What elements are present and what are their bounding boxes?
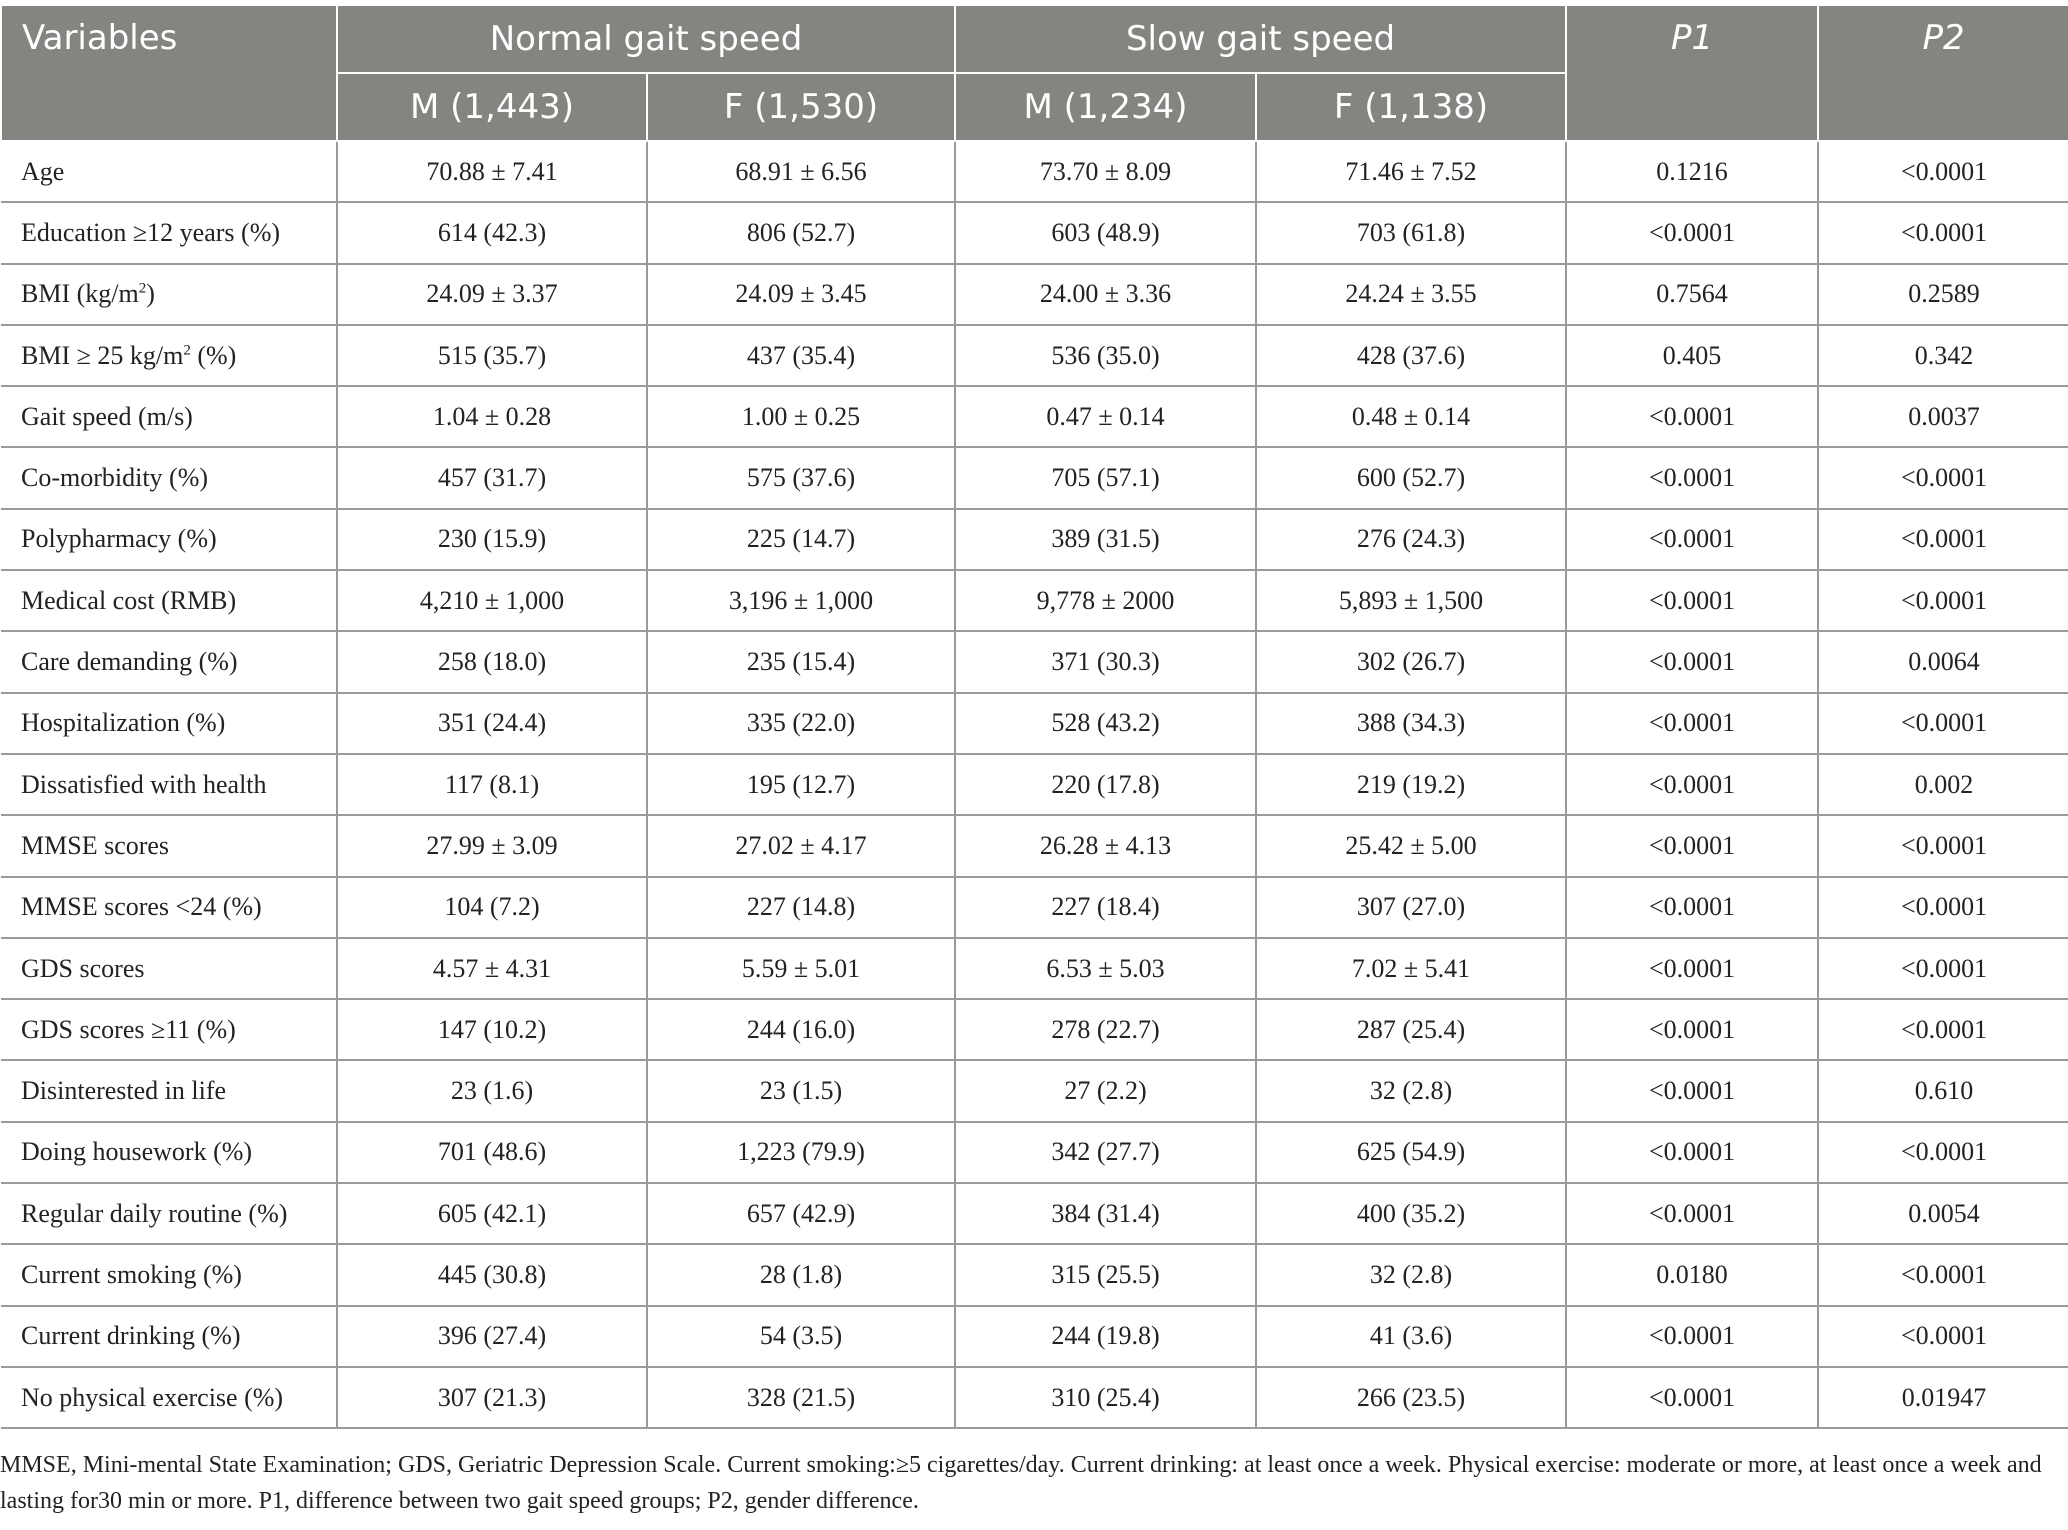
p2-cell: <0.0001 — [1818, 141, 2068, 202]
header-p2: P2 — [1818, 5, 2068, 141]
normal-male-cell: 117 (8.1) — [337, 754, 647, 815]
slow-male-cell: 9,778 ± 2000 — [955, 570, 1256, 631]
normal-male-cell: 104 (7.2) — [337, 877, 647, 938]
p1-cell: <0.0001 — [1566, 1183, 1818, 1244]
slow-female-cell: 219 (19.2) — [1256, 754, 1566, 815]
variable-label — [1, 264, 337, 325]
normal-female-cell: 575 (37.6) — [647, 447, 955, 508]
slow-female-cell: 5,893 ± 1,500 — [1256, 570, 1566, 631]
superscript: 2 — [183, 341, 191, 358]
p2-cell: <0.0001 — [1818, 877, 2068, 938]
p2-cell: 0.2589 — [1818, 264, 2068, 325]
normal-female-cell: 235 (15.4) — [647, 631, 955, 692]
slow-male-cell: 278 (22.7) — [955, 999, 1256, 1060]
variable-label: GDS scores ≥11 (%) — [1, 999, 337, 1060]
p1-cell: <0.0001 — [1566, 202, 1818, 263]
slow-male-cell: 389 (31.5) — [955, 509, 1256, 570]
p1-cell: <0.0001 — [1566, 570, 1818, 631]
normal-male-cell: 515 (35.7) — [337, 325, 647, 386]
normal-female-cell: 27.02 ± 4.17 — [647, 815, 955, 876]
slow-male-cell: 26.28 ± 4.13 — [955, 815, 1256, 876]
normal-female-cell: 227 (14.8) — [647, 877, 955, 938]
normal-male-cell: 24.09 ± 3.37 — [337, 264, 647, 325]
p1-cell: <0.0001 — [1566, 1122, 1818, 1183]
normal-male-cell: 1.04 ± 0.28 — [337, 386, 647, 447]
slow-male-cell: 27 (2.2) — [955, 1060, 1256, 1121]
normal-male-cell: 23 (1.6) — [337, 1060, 647, 1121]
variable-label: Co-morbidity (%) — [1, 447, 337, 508]
p1-cell: <0.0001 — [1566, 386, 1818, 447]
slow-female-cell: 25.42 ± 5.00 — [1256, 815, 1566, 876]
p1-cell: <0.0001 — [1566, 447, 1818, 508]
table-row — [1, 631, 2068, 692]
variable-label: Current smoking (%) — [1, 1244, 337, 1305]
normal-female-cell: 54 (3.5) — [647, 1306, 955, 1367]
normal-male-cell: 27.99 ± 3.09 — [337, 815, 647, 876]
normal-female-cell: 335 (22.0) — [647, 693, 955, 754]
variable-label: Polypharmacy (%) — [1, 509, 337, 570]
p2-cell: <0.0001 — [1818, 447, 2068, 508]
table-row — [1, 1244, 2068, 1305]
table-row — [1, 386, 2068, 447]
table-row — [1, 325, 2068, 386]
normal-female-cell: 1.00 ± 0.25 — [647, 386, 955, 447]
table-body — [1, 141, 2068, 1428]
normal-male-cell: 307 (21.3) — [337, 1367, 647, 1428]
normal-female-cell: 68.91 ± 6.56 — [647, 141, 955, 202]
table-row — [1, 1122, 2068, 1183]
normal-male-cell: 70.88 ± 7.41 — [337, 141, 647, 202]
normal-female-cell: 28 (1.8) — [647, 1244, 955, 1305]
slow-male-cell: 6.53 ± 5.03 — [955, 938, 1256, 999]
slow-female-cell: 703 (61.8) — [1256, 202, 1566, 263]
variable-label-suffix: ) — [146, 279, 155, 309]
slow-male-cell: 0.47 ± 0.14 — [955, 386, 1256, 447]
normal-female-cell: 244 (16.0) — [647, 999, 955, 1060]
variable-label: Disinterested in life — [1, 1060, 337, 1121]
table-row — [1, 509, 2068, 570]
p1-cell: <0.0001 — [1566, 631, 1818, 692]
p1-cell: <0.0001 — [1566, 1367, 1818, 1428]
normal-male-cell: 701 (48.6) — [337, 1122, 647, 1183]
superscript: 2 — [138, 280, 147, 297]
table-row — [1, 1060, 2068, 1121]
slow-male-cell: 315 (25.5) — [955, 1244, 1256, 1305]
slow-male-cell: 384 (31.4) — [955, 1183, 1256, 1244]
slow-female-cell: 276 (24.3) — [1256, 509, 1566, 570]
table-row — [1, 202, 2068, 263]
table-row — [1, 693, 2068, 754]
variable-label: Regular daily routine (%) — [1, 1183, 337, 1244]
slow-female-cell: 302 (26.7) — [1256, 631, 1566, 692]
p2-cell: 0.0054 — [1818, 1183, 2068, 1244]
variable-label: MMSE scores — [1, 815, 337, 876]
variable-label-text: BMI ≥ 25 kg/m — [21, 340, 184, 370]
normal-female-cell: 225 (14.7) — [647, 509, 955, 570]
p1-cell: <0.0001 — [1566, 1060, 1818, 1121]
variable-label: MMSE scores <24 (%) — [1, 877, 337, 938]
normal-female-cell: 1,223 (79.9) — [647, 1122, 955, 1183]
p2-cell: <0.0001 — [1818, 999, 2068, 1060]
p1-cell: <0.0001 — [1566, 877, 1818, 938]
table-row — [1, 447, 2068, 508]
header-normal-female: F (1,530) — [647, 73, 955, 141]
slow-male-cell: 342 (27.7) — [955, 1122, 1256, 1183]
slow-female-cell: 625 (54.9) — [1256, 1122, 1566, 1183]
header-normal-gait-speed: Normal gait speed — [337, 5, 955, 73]
slow-female-cell: 41 (3.6) — [1256, 1306, 1566, 1367]
p1-cell: <0.0001 — [1566, 754, 1818, 815]
table-row — [1, 999, 2068, 1060]
table-row — [1, 1306, 2068, 1367]
p2-cell: 0.342 — [1818, 325, 2068, 386]
slow-female-cell: 32 (2.8) — [1256, 1244, 1566, 1305]
variable-label-text: BMI (kg/m — [21, 279, 139, 309]
slow-male-cell: 603 (48.9) — [955, 202, 1256, 263]
header-variables: Variables — [1, 5, 337, 141]
variable-label: Care demanding (%) — [1, 631, 337, 692]
header-slow-female: F (1,138) — [1256, 73, 1566, 141]
slow-male-cell: 371 (30.3) — [955, 631, 1256, 692]
slow-female-cell: 266 (23.5) — [1256, 1367, 1566, 1428]
normal-male-cell: 230 (15.9) — [337, 509, 647, 570]
p2-cell: <0.0001 — [1818, 1122, 2068, 1183]
header-p1: P1 — [1566, 5, 1818, 141]
p2-cell: <0.0001 — [1818, 693, 2068, 754]
variable-label: No physical exercise (%) — [1, 1367, 337, 1428]
normal-male-cell: 351 (24.4) — [337, 693, 647, 754]
p1-cell: <0.0001 — [1566, 938, 1818, 999]
variable-label: Dissatisfied with health — [1, 754, 337, 815]
normal-male-cell: 605 (42.1) — [337, 1183, 647, 1244]
p2-cell: <0.0001 — [1818, 509, 2068, 570]
normal-female-cell: 806 (52.7) — [647, 202, 955, 263]
p1-cell: <0.0001 — [1566, 693, 1818, 754]
variable-label-suffix: (%) — [190, 340, 237, 370]
slow-female-cell: 0.48 ± 0.14 — [1256, 386, 1566, 447]
slow-male-cell: 227 (18.4) — [955, 877, 1256, 938]
header-slow-male: M (1,234) — [955, 73, 1256, 141]
variable-label: Medical cost (RMB) — [1, 570, 337, 631]
table-row — [1, 264, 2068, 325]
p2-cell: <0.0001 — [1818, 570, 2068, 631]
p2-cell: <0.0001 — [1818, 1306, 2068, 1367]
slow-male-cell: 220 (17.8) — [955, 754, 1256, 815]
normal-female-cell: 3,196 ± 1,000 — [647, 570, 955, 631]
p1-cell: <0.0001 — [1566, 1306, 1818, 1367]
p2-cell: <0.0001 — [1818, 815, 2068, 876]
p1-cell: 0.405 — [1566, 325, 1818, 386]
table-row — [1, 815, 2068, 876]
table-row — [1, 141, 2068, 202]
header-slow-gait-speed: Slow gait speed — [955, 5, 1566, 73]
table-footnote: MMSE, Mini-mental State Examination; GDS, Geriatric Depression Scale. Current smoking:≥5 cigarettes/day. Current drinking: at least once a week. Physical exercise: moderate or more, at least once a week and lasting for30 min or more. P1, difference between two gait speed groups; P2, gender difference. — [0, 1452, 2042, 1514]
variable-label: Doing housework (%) — [1, 1122, 337, 1183]
table-row — [1, 754, 2068, 815]
table-row — [1, 1183, 2068, 1244]
header-normal-male: M (1,443) — [337, 73, 647, 141]
p1-cell: <0.0001 — [1566, 999, 1818, 1060]
slow-female-cell: 307 (27.0) — [1256, 877, 1566, 938]
normal-female-cell: 328 (21.5) — [647, 1367, 955, 1428]
normal-female-cell: 437 (35.4) — [647, 325, 955, 386]
slow-female-cell: 32 (2.8) — [1256, 1060, 1566, 1121]
p1-cell: <0.0001 — [1566, 815, 1818, 876]
p2-cell: 0.01947 — [1818, 1367, 2068, 1428]
slow-male-cell: 73.70 ± 8.09 — [955, 141, 1256, 202]
table-container — [0, 4, 2068, 1429]
slow-female-cell: 428 (37.6) — [1256, 325, 1566, 386]
slow-male-cell: 705 (57.1) — [955, 447, 1256, 508]
normal-male-cell: 4,210 ± 1,000 — [337, 570, 647, 631]
p2-cell: 0.0064 — [1818, 631, 2068, 692]
p1-cell: 0.7564 — [1566, 264, 1818, 325]
slow-female-cell: 388 (34.3) — [1256, 693, 1566, 754]
slow-female-cell: 24.24 ± 3.55 — [1256, 264, 1566, 325]
table-row — [1, 570, 2068, 631]
normal-female-cell: 657 (42.9) — [647, 1183, 955, 1244]
slow-female-cell: 287 (25.4) — [1256, 999, 1566, 1060]
p1-cell: 0.1216 — [1566, 141, 1818, 202]
slow-male-cell: 244 (19.8) — [955, 1306, 1256, 1367]
normal-female-cell: 23 (1.5) — [647, 1060, 955, 1121]
normal-male-cell: 258 (18.0) — [337, 631, 647, 692]
normal-female-cell: 195 (12.7) — [647, 754, 955, 815]
p1-cell: <0.0001 — [1566, 509, 1818, 570]
data-table — [0, 4, 2068, 1429]
table-row — [1, 938, 2068, 999]
slow-male-cell: 536 (35.0) — [955, 325, 1256, 386]
p2-cell: 0.002 — [1818, 754, 2068, 815]
slow-male-cell: 24.00 ± 3.36 — [955, 264, 1256, 325]
p2-cell: <0.0001 — [1818, 1244, 2068, 1305]
normal-male-cell: 445 (30.8) — [337, 1244, 647, 1305]
slow-female-cell: 600 (52.7) — [1256, 447, 1566, 508]
variable-label: Hospitalization (%) — [1, 693, 337, 754]
variable-label: GDS scores — [1, 938, 337, 999]
variable-label: Gait speed (m/s) — [1, 386, 337, 447]
slow-female-cell: 400 (35.2) — [1256, 1183, 1566, 1244]
table-header — [1, 5, 2068, 141]
table-row — [1, 877, 2068, 938]
normal-male-cell: 457 (31.7) — [337, 447, 647, 508]
slow-male-cell: 310 (25.4) — [955, 1367, 1256, 1428]
normal-male-cell: 147 (10.2) — [337, 999, 647, 1060]
p2-cell: 0.610 — [1818, 1060, 2068, 1121]
normal-male-cell: 396 (27.4) — [337, 1306, 647, 1367]
normal-male-cell: 4.57 ± 4.31 — [337, 938, 647, 999]
slow-male-cell: 528 (43.2) — [955, 693, 1256, 754]
normal-female-cell: 24.09 ± 3.45 — [647, 264, 955, 325]
slow-female-cell: 71.46 ± 7.52 — [1256, 141, 1566, 202]
p2-cell: <0.0001 — [1818, 938, 2068, 999]
variable-label: Education ≥12 years (%) — [1, 202, 337, 263]
variable-label: Current drinking (%) — [1, 1306, 337, 1367]
p2-cell: <0.0001 — [1818, 202, 2068, 263]
p2-cell: 0.0037 — [1818, 386, 2068, 447]
p1-cell: 0.0180 — [1566, 1244, 1818, 1305]
normal-female-cell: 5.59 ± 5.01 — [647, 938, 955, 999]
variable-label — [1, 325, 337, 386]
normal-male-cell: 614 (42.3) — [337, 202, 647, 263]
variable-label: Age — [1, 141, 337, 202]
table-row — [1, 1367, 2068, 1428]
slow-female-cell: 7.02 ± 5.41 — [1256, 938, 1566, 999]
